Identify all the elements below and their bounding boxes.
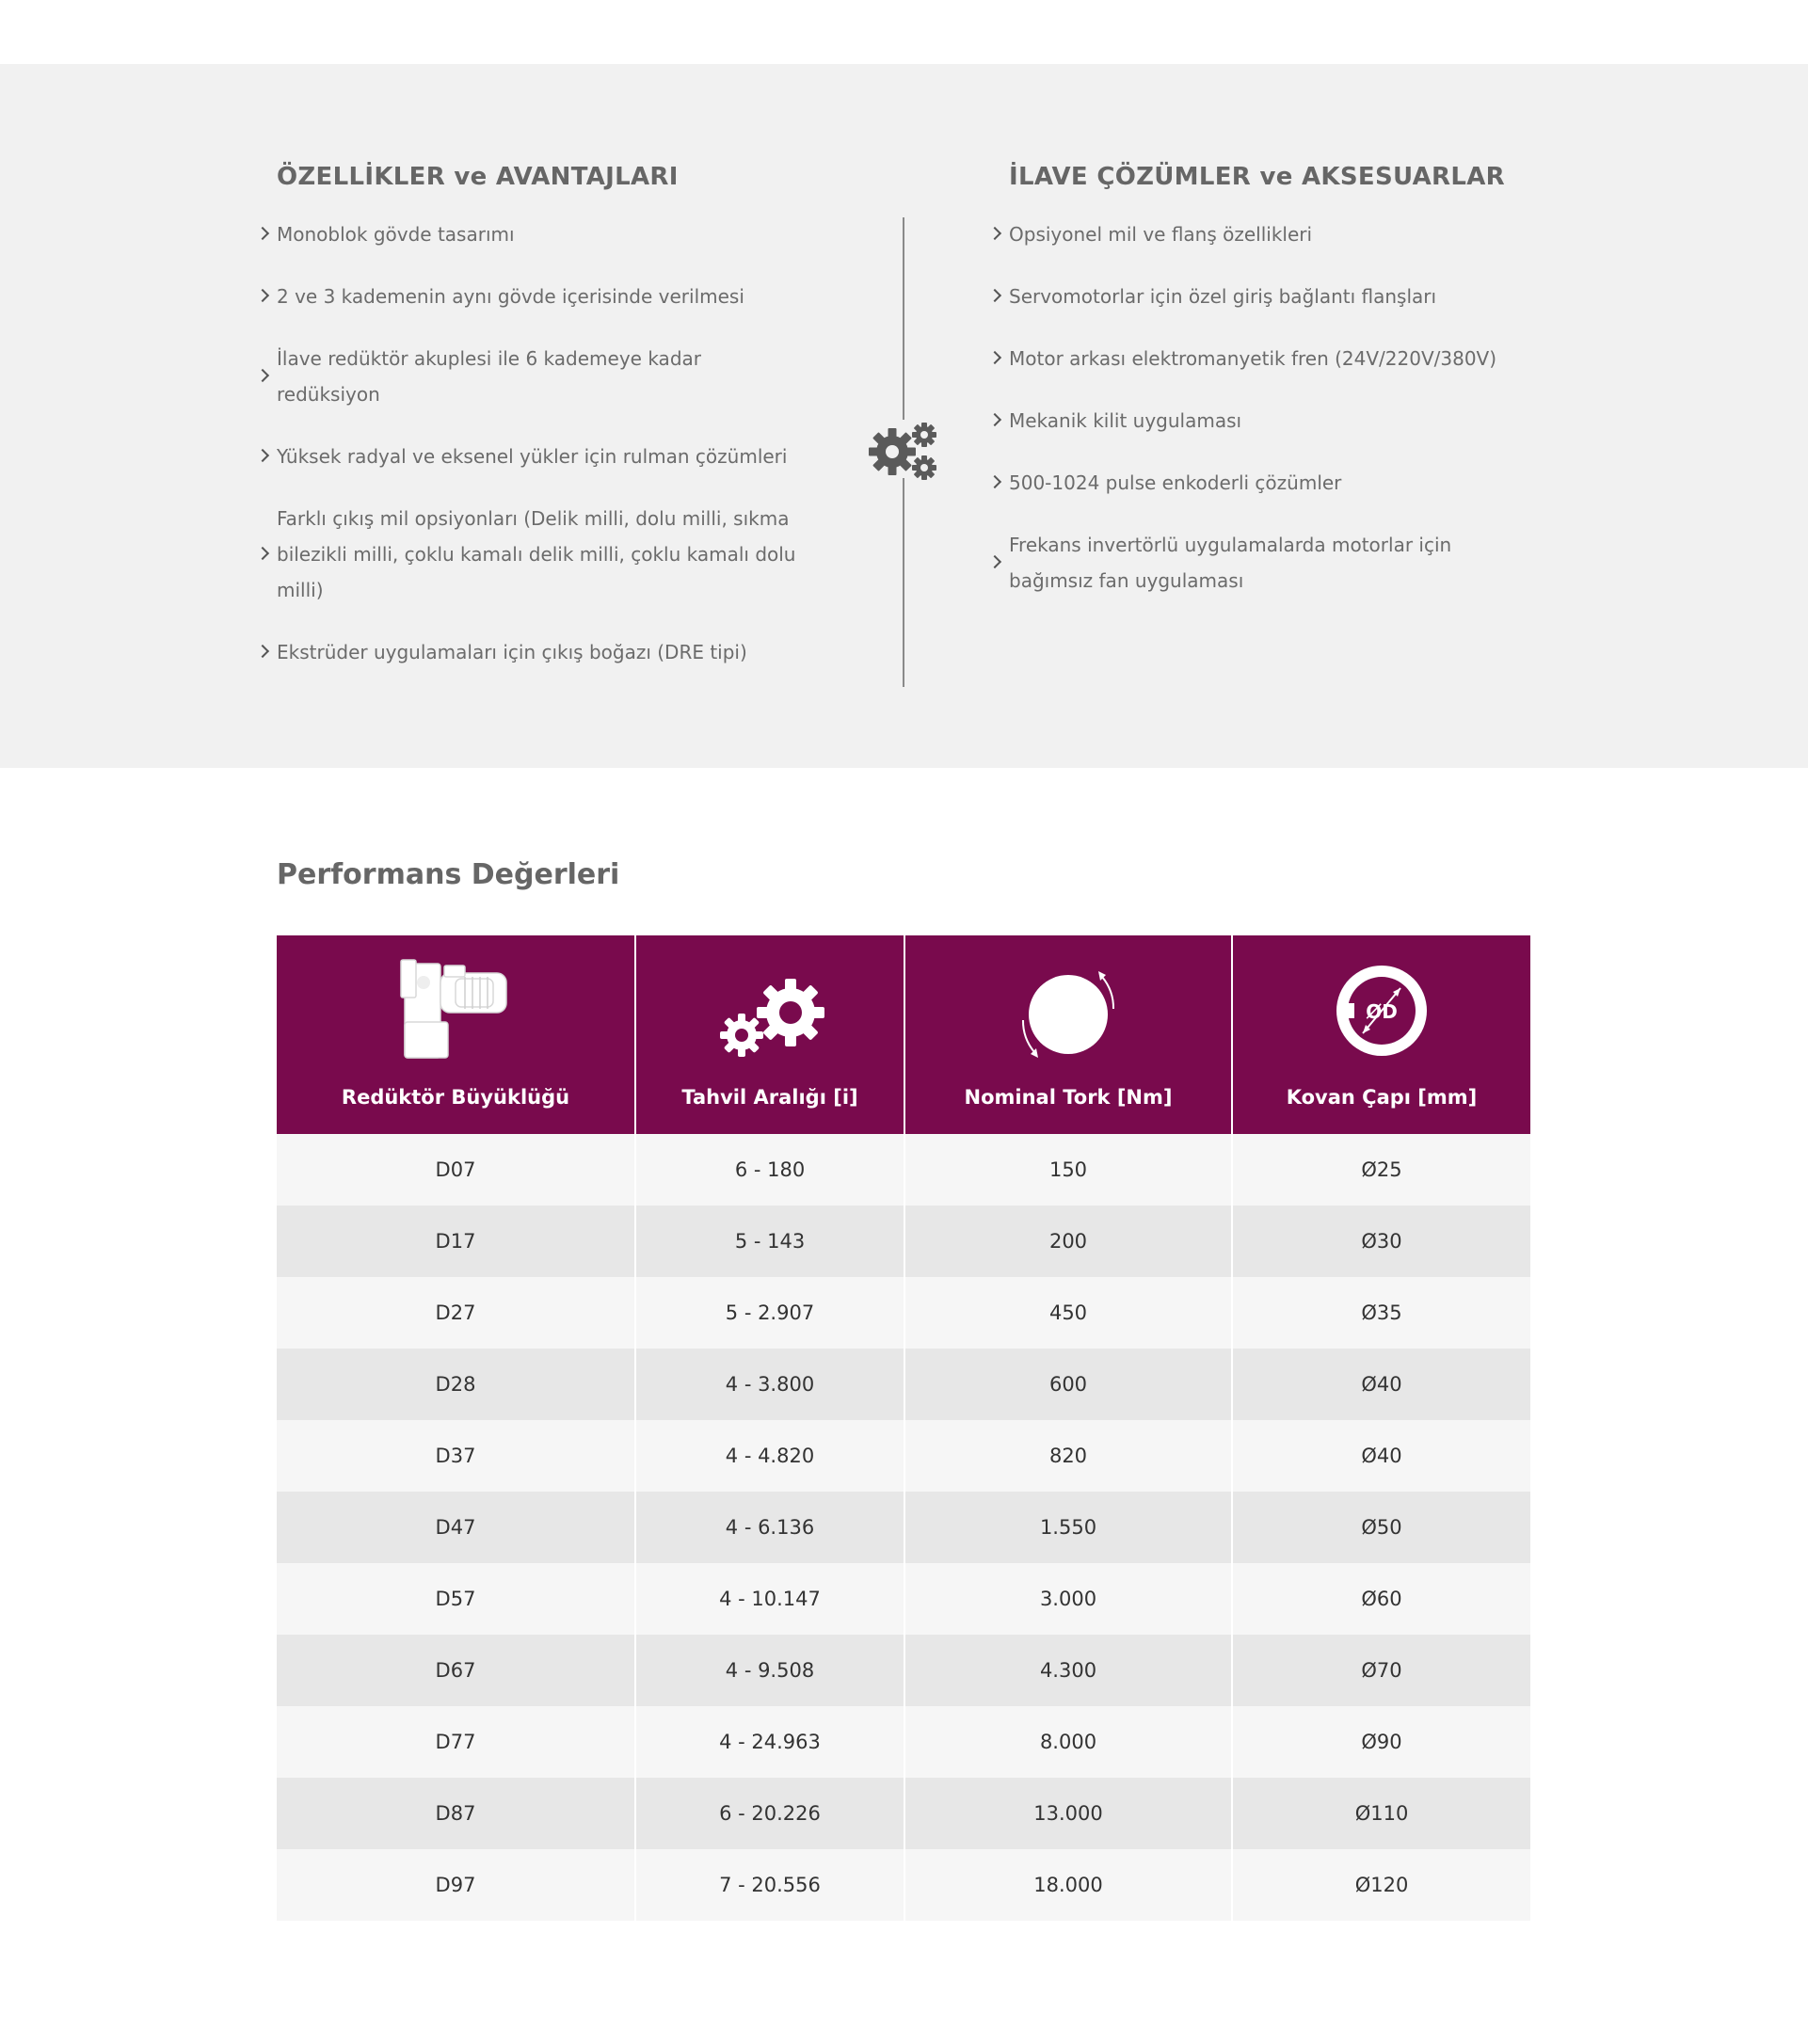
table-cell: 1.550 xyxy=(904,1492,1232,1563)
table-cell: Ø70 xyxy=(1232,1635,1530,1706)
table-cell: D57 xyxy=(277,1563,635,1635)
table-row xyxy=(277,1492,1530,1563)
table-cell: D07 xyxy=(277,1134,635,1206)
table-cell: 18.000 xyxy=(904,1849,1232,1921)
column-header-label: Redüktör Büyüklüğü xyxy=(341,1086,570,1109)
table-cell: D77 xyxy=(277,1706,635,1778)
chevron-right-icon xyxy=(988,555,1001,568)
table-cell: 4.300 xyxy=(904,1635,1232,1706)
list-item: 2 ve 3 kademenin aynı gövde içerisinde verilmesi xyxy=(258,279,813,314)
divider-line xyxy=(903,217,904,420)
divider-line xyxy=(903,478,904,687)
table-row xyxy=(277,1420,1530,1492)
table-cell: D28 xyxy=(277,1349,635,1420)
list-item: Motor arkası elektromanyetik fren (24V/220V/380V) xyxy=(990,341,1555,376)
table-cell: Ø120 xyxy=(1232,1849,1530,1921)
chevron-right-icon xyxy=(256,369,269,382)
list-item: 500-1024 pulse enkoderli çözümler xyxy=(990,465,1555,501)
list-item: Monoblok gövde tasarımı xyxy=(258,216,813,252)
table-cell: 820 xyxy=(904,1420,1232,1492)
chevron-right-icon xyxy=(988,289,1001,302)
table-row xyxy=(277,1277,1530,1349)
table-cell: 6 - 180 xyxy=(635,1134,904,1206)
performance-table xyxy=(277,935,1530,1921)
diameter-icon-text: ØD xyxy=(1366,1000,1398,1023)
column-header-label: Tahvil Aralığı [i] xyxy=(681,1086,858,1109)
table-cell: Ø40 xyxy=(1232,1349,1530,1420)
chevron-right-icon xyxy=(988,351,1001,364)
chevron-right-icon xyxy=(256,227,269,240)
table-cell: 600 xyxy=(904,1349,1232,1420)
list-item: Mekanik kilit uygulaması xyxy=(990,403,1555,439)
table-row xyxy=(277,1134,1530,1206)
column-header-diameter xyxy=(1232,935,1530,1134)
table-row xyxy=(277,1349,1530,1420)
features-column xyxy=(258,156,813,696)
table-cell: D97 xyxy=(277,1849,635,1921)
table-cell: 4 - 6.136 xyxy=(635,1492,904,1563)
column-header-label: Nominal Tork [Nm] xyxy=(964,1086,1173,1109)
table-cell: 4 - 24.963 xyxy=(635,1706,904,1778)
column-header-torque xyxy=(904,935,1232,1134)
table-cell: 3.000 xyxy=(904,1563,1232,1635)
gears-ratio-icon xyxy=(713,956,826,1065)
table-cell: D47 xyxy=(277,1492,635,1563)
list-item: Yüksek radyal ve eksenel yükler için rulman çözümleri xyxy=(258,439,813,474)
table-cell: 4 - 10.147 xyxy=(635,1563,904,1635)
gears-icon xyxy=(868,422,939,482)
chevron-right-icon xyxy=(988,475,1001,488)
features-list xyxy=(258,216,813,670)
list-item: Opsiyonel mil ve flanş özellikleri xyxy=(990,216,1555,252)
table-cell: 200 xyxy=(904,1206,1232,1277)
table-row xyxy=(277,1706,1530,1778)
list-item: Farklı çıkış mil opsiyonları (Delik milli, dolu milli, sıkma bilezikli milli, çoklu kamalı delik milli, çoklu kamalı dolu milli) xyxy=(258,501,813,608)
table-cell: 4 - 9.508 xyxy=(635,1635,904,1706)
table-cell: Ø30 xyxy=(1232,1206,1530,1277)
table-cell: 450 xyxy=(904,1277,1232,1349)
features-section xyxy=(0,64,1808,768)
table-cell: Ø25 xyxy=(1232,1134,1530,1206)
table-cell: Ø50 xyxy=(1232,1492,1530,1563)
table-cell: Ø35 xyxy=(1232,1277,1530,1349)
table-cell: Ø40 xyxy=(1232,1420,1530,1492)
column-header-size xyxy=(277,935,635,1134)
table-cell: D37 xyxy=(277,1420,635,1492)
table-cell: 5 - 143 xyxy=(635,1206,904,1277)
list-item: Ekstrüder uygulamaları için çıkış boğazı (DRE tipi) xyxy=(258,634,813,670)
table-cell: 4 - 4.820 xyxy=(635,1420,904,1492)
column-header-label: Kovan Çapı [mm] xyxy=(1286,1086,1478,1109)
table-row xyxy=(277,1778,1530,1849)
table-cell: Ø90 xyxy=(1232,1706,1530,1778)
table-cell: 8.000 xyxy=(904,1706,1232,1778)
chevron-right-icon xyxy=(256,645,269,658)
diameter-icon xyxy=(1325,956,1438,1065)
table-row xyxy=(277,1563,1530,1635)
chevron-right-icon xyxy=(988,227,1001,240)
table-cell: 150 xyxy=(904,1134,1232,1206)
table-cell: Ø60 xyxy=(1232,1563,1530,1635)
chevron-right-icon xyxy=(256,289,269,302)
chevron-right-icon xyxy=(988,413,1001,426)
table-cell: 5 - 2.907 xyxy=(635,1277,904,1349)
column-header-ratio xyxy=(635,935,904,1134)
table-row xyxy=(277,1635,1530,1706)
table-cell: D67 xyxy=(277,1635,635,1706)
accessories-list xyxy=(990,216,1555,599)
chevron-right-icon xyxy=(256,547,269,560)
table-cell: 7 - 20.556 xyxy=(635,1849,904,1921)
table-cell: 4 - 3.800 xyxy=(635,1349,904,1420)
features-title: ÖZELLİKLER ve AVANTAJLARI xyxy=(277,163,679,191)
table-row xyxy=(277,1206,1530,1277)
gear-reducer-icon xyxy=(399,956,512,1065)
table-cell: Ø110 xyxy=(1232,1778,1530,1849)
accessories-title: İLAVE ÇÖZÜMLER ve AKSESUARLAR xyxy=(1009,163,1505,191)
table-header-row xyxy=(277,935,1530,1134)
chevron-right-icon xyxy=(256,449,269,462)
torque-icon xyxy=(1012,956,1125,1065)
table-cell: 6 - 20.226 xyxy=(635,1778,904,1849)
table-cell: D17 xyxy=(277,1206,635,1277)
performance-title: Performans Değerleri xyxy=(277,858,620,891)
table-cell: D87 xyxy=(277,1778,635,1849)
list-item: Servomotorlar için özel giriş bağlantı flanşları xyxy=(990,279,1555,314)
accessories-column xyxy=(990,156,1555,625)
list-item: İlave redüktör akuplesi ile 6 kademeye kadar redüksiyon xyxy=(258,341,728,412)
table-row xyxy=(277,1849,1530,1921)
table-cell: 13.000 xyxy=(904,1778,1232,1849)
list-item: Frekans invertörlü uygulamalarda motorlar için bağımsız fan uygulaması xyxy=(990,527,1498,599)
table-cell: D27 xyxy=(277,1277,635,1349)
